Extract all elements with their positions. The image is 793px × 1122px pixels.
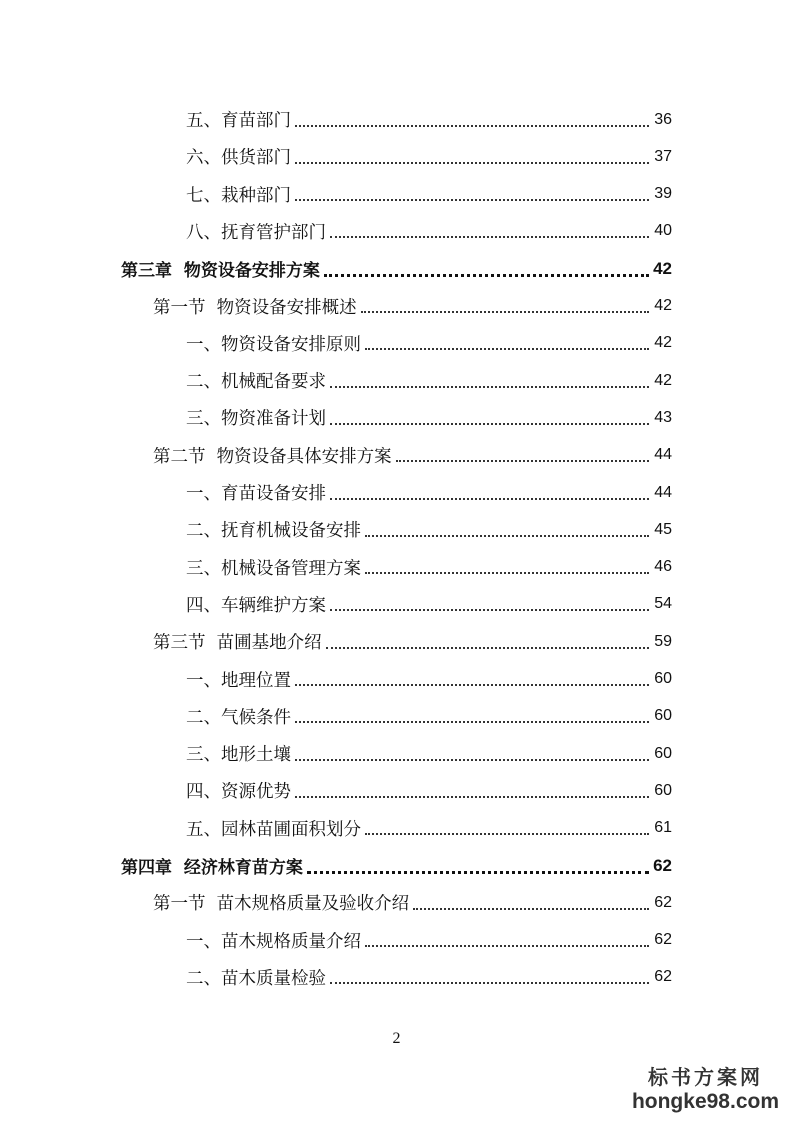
toc-entry[interactable] xyxy=(186,735,672,772)
toc-entry-page: 44 xyxy=(654,446,672,464)
watermark-url: hongke98.com xyxy=(631,1090,779,1113)
dot-leader xyxy=(295,684,649,686)
toc-entry-page: 46 xyxy=(654,558,672,576)
dot-leader xyxy=(330,982,649,984)
toc-entry-title: 二、抚育机械设备安排 xyxy=(186,521,361,542)
toc-entry-title: 三、地形土壤 xyxy=(186,745,291,766)
toc-entry-page: 42 xyxy=(654,371,672,389)
toc-entry-title: 第四章 经济林育苗方案 xyxy=(121,858,303,878)
toc-entry[interactable] xyxy=(186,586,672,623)
toc-entry-page: 62 xyxy=(654,893,672,911)
toc-entry-page: 60 xyxy=(654,707,672,725)
toc-entry-title: 四、车辆维护方案 xyxy=(186,595,326,616)
toc-entry-page: 42 xyxy=(654,297,672,314)
dot-leader xyxy=(330,498,649,500)
dot-leader xyxy=(295,796,649,798)
toc-entry-page: 60 xyxy=(654,670,672,687)
toc-entry[interactable] xyxy=(186,772,672,809)
toc-entry[interactable] xyxy=(153,623,672,660)
toc-entry[interactable] xyxy=(186,698,672,735)
toc-entry[interactable] xyxy=(186,101,672,138)
toc-entry[interactable] xyxy=(186,176,672,213)
toc-entry-page: 60 xyxy=(654,744,672,762)
dot-leader xyxy=(295,162,649,164)
toc-entry-title: 一、苗木规格质量介绍 xyxy=(186,931,361,952)
dot-leader xyxy=(295,125,649,127)
toc-entry[interactable] xyxy=(186,959,672,996)
toc-entry-page: 42 xyxy=(653,258,672,278)
toc-entry-title: 五、育苗部门 xyxy=(186,111,291,131)
dot-leader xyxy=(365,945,649,947)
toc-entry-page: 37 xyxy=(654,147,672,165)
dot-leader xyxy=(330,236,649,238)
toc-entry[interactable] xyxy=(121,847,672,884)
toc-entry-title: 四、资源优势 xyxy=(186,782,291,803)
dot-leader xyxy=(295,759,649,761)
toc-entry-title: 一、育苗设备安排 xyxy=(186,484,326,504)
toc-entry[interactable] xyxy=(186,922,672,959)
toc-entry[interactable] xyxy=(186,661,672,698)
toc-entry-page: 59 xyxy=(654,632,672,650)
dot-leader xyxy=(307,871,649,874)
page-number: 2 xyxy=(392,1030,401,1047)
toc-entry-page: 43 xyxy=(654,408,672,426)
toc-entry[interactable] xyxy=(186,399,672,436)
dot-leader xyxy=(361,311,649,313)
toc-entry-page: 42 xyxy=(654,334,672,352)
watermark xyxy=(632,1061,779,1114)
toc-entry-title: 二、苗木质量检验 xyxy=(186,968,326,989)
toc-entry-title: 八、抚育管护部门 xyxy=(186,222,326,243)
toc-entry-page: 62 xyxy=(653,855,672,875)
dot-leader xyxy=(324,274,649,277)
watermark-cn: 标书方案网 xyxy=(647,1065,763,1089)
toc-entry-page: 54 xyxy=(654,595,672,613)
toc-entry-title: 第一节 物资设备安排概述 xyxy=(153,297,357,318)
toc-entry[interactable] xyxy=(186,325,672,362)
toc-entry-title: 第三章 物资设备安排方案 xyxy=(121,261,320,282)
dot-leader xyxy=(330,609,649,611)
toc-entry[interactable] xyxy=(186,511,672,548)
toc-entry[interactable] xyxy=(186,549,672,586)
dot-leader xyxy=(396,460,649,462)
toc-entry-page: 62 xyxy=(654,968,672,986)
dot-leader xyxy=(413,908,649,910)
toc-entry-title: 二、机械配备要求 xyxy=(186,372,326,393)
toc-entry-title: 七、栽种部门 xyxy=(186,185,291,206)
toc-entry-page: 45 xyxy=(654,520,672,538)
dot-leader xyxy=(326,647,649,649)
toc-entry-page: 62 xyxy=(654,931,672,949)
toc-entry-title: 五、园林苗圃面积划分 xyxy=(186,819,361,840)
toc-entry[interactable] xyxy=(153,288,672,325)
toc-entry[interactable] xyxy=(186,362,672,399)
toc-entry[interactable] xyxy=(186,138,672,175)
dot-leader xyxy=(295,721,649,723)
toc-entry-page: 36 xyxy=(654,110,672,128)
dot-leader xyxy=(365,348,649,350)
toc-entry-page: 44 xyxy=(654,483,672,501)
dot-leader xyxy=(295,199,649,201)
dot-leader xyxy=(330,386,649,388)
toc-entry-title: 一、地理位置 xyxy=(186,670,291,691)
toc-entry[interactable] xyxy=(153,884,672,921)
toc-entry-page: 60 xyxy=(654,781,672,799)
toc-entry-title: 第一节 苗木规格质量及验收介绍 xyxy=(153,894,410,915)
toc-entry[interactable] xyxy=(153,437,672,474)
dot-leader xyxy=(365,572,649,574)
toc-entry[interactable] xyxy=(121,250,672,287)
toc-entry[interactable] xyxy=(186,810,672,847)
toc-entry[interactable] xyxy=(186,474,672,511)
dot-leader xyxy=(365,535,649,537)
toc-entry-page: 39 xyxy=(654,185,672,203)
toc-entry-page: 61 xyxy=(654,819,672,837)
toc-entry-title: 三、物资准备计划 xyxy=(186,409,326,430)
dot-leader xyxy=(330,423,649,425)
toc-entry-title: 第二节 物资设备具体安排方案 xyxy=(153,446,392,467)
toc-entry-title: 六、供货部门 xyxy=(186,148,291,169)
toc-entry-page: 40 xyxy=(654,222,672,240)
toc-entry-title: 三、机械设备管理方案 xyxy=(186,558,361,579)
toc-entry-title: 二、气候条件 xyxy=(186,707,291,728)
dot-leader xyxy=(365,833,649,835)
toc-entry-title: 一、物资设备安排原则 xyxy=(186,334,361,355)
toc-entry-title: 第三节 苗圃基地介绍 xyxy=(153,633,322,654)
toc-entry[interactable] xyxy=(186,213,672,250)
